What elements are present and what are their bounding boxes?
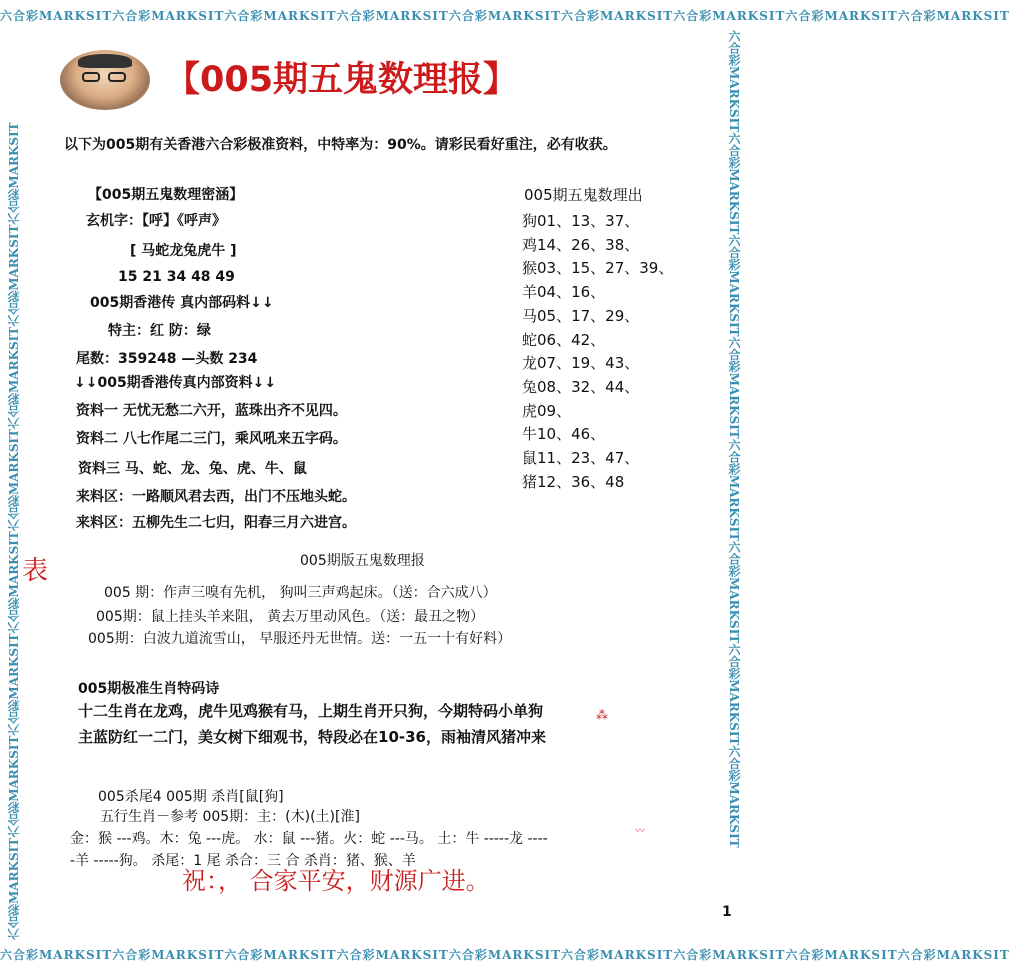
lailiao-2: 来料区：五柳先生二七归，阳春三月六进宫。 xyxy=(76,515,356,531)
intro-paragraph: 以下为005期有关香港六合彩极准资料，中特率为：90%。请彩民看好重注，必有收获。 xyxy=(64,137,617,153)
portrait-hair xyxy=(78,54,132,68)
version-line-1: 005 期：作声三嗅有先机， 狗叫三声鸡起床。（送：合六成八） xyxy=(104,585,497,601)
hk-fax-heading: 005期香港传 真内部码料↓↓ xyxy=(90,295,274,311)
zodiac-number-row: 蛇06、42、 xyxy=(522,330,606,349)
zodiac-number-row: 鸡14、26、38、 xyxy=(522,235,640,254)
decorative-border-left: 六合彩MARKSIT六合彩MARKSIT六合彩MARKSIT六合彩MARKSIT六合彩MARKSIT六合彩MARKSIT六合彩MARKSIT六合彩MARKSIT xyxy=(7,122,21,940)
weishu-line: 尾数：359248 —头数 234 xyxy=(76,351,258,367)
red-squiggle-mark: 〰 xyxy=(635,826,645,837)
version-line-2: 005期：鼠上挂头羊来阻， 黄去万里动风色。（送：最丑之物） xyxy=(96,609,485,625)
wuxing-line: 五行生肖－参考 005期：主：(木)(土)[淮] xyxy=(100,809,360,825)
zodiac-number-row: 狗01、13、37、 xyxy=(522,212,640,230)
ziliao-2: 资料二 八七作尾二三门，乘风吼来五字码。 xyxy=(76,431,347,447)
poem-line-1: 十二生肖在龙鸡，虎牛见鸡猴有马，上期生肖开只狗，今期特码小单狗 xyxy=(78,702,544,720)
hk-fax-heading-2: ↓↓005期香港传真内部资料↓↓ xyxy=(74,375,277,391)
decorative-border-top: 六合彩MARKSIT六合彩MARKSIT六合彩MARKSIT六合彩MARKSIT六合彩MARKSIT六合彩MARKSIT六合彩MARKSIT六合彩MARKSIT六合彩MARKSIT xyxy=(0,9,1010,23)
page-title: 【005期五鬼数理报】 xyxy=(165,60,519,100)
version-heading: 005期版五鬼数理报 xyxy=(300,553,425,569)
zodiac-number-row: 猪12、36、48 xyxy=(522,472,625,491)
portrait-photo xyxy=(60,50,150,110)
version-line-3: 005期：白波九道流雪山， 早服还丹无世情。送：一五一十有好料） xyxy=(88,631,512,647)
lailiao-1: 来料区：一路顺风君去西，出门不压地头蛇。 xyxy=(76,489,356,505)
kill-line: 005杀尾4 005期 杀肖[鼠[狗] xyxy=(98,789,284,805)
zodiac-number-row: 猴03、15、27、39、 xyxy=(522,259,674,278)
te-zhu-line: 特主：红 防：绿 xyxy=(108,323,211,339)
poem-line-2: 主蓝防红一二门，美女树下细观书，特段必在10-36，雨袖清风猪冲来 xyxy=(78,728,546,746)
number-list: 15 21 34 48 49 xyxy=(118,269,235,285)
side-red-char: 表 xyxy=(22,556,49,586)
xuanji-line: 玄机字：【呼】《呼声》 xyxy=(86,213,226,229)
zodiac-number-row: 马05、17、29、 xyxy=(522,306,640,325)
poem-heading: 005期极准生肖特码诗 xyxy=(78,681,220,697)
zodiac-number-row: 兔08、32、44、 xyxy=(522,377,640,396)
secret-heading: 【005期五鬼数理密涵】 xyxy=(88,187,244,203)
portrait-glasses xyxy=(82,72,128,82)
zodiac-list: [ 马蛇龙兔虎牛 ] xyxy=(130,243,237,259)
zodiac-number-row: 龙07、19、43、 xyxy=(522,354,640,373)
page-number: 1 xyxy=(722,904,732,920)
ziliao-1: 资料一 无忧无愁二六开，蓝珠出齐不见四。 xyxy=(76,403,347,419)
decorative-border-right: 六合彩MARKSIT六合彩MARKSIT六合彩MARKSIT六合彩MARKSIT六合彩MARKSIT六合彩MARKSIT六合彩MARKSIT六合彩MARKSIT xyxy=(727,30,741,848)
ziliao-3: 资料三 马、蛇、龙、兔、虎、牛、鼠 xyxy=(78,461,307,477)
element-pairs-line: 金：猴 ---鸡。木：兔 ---虎。 水：鼠 ---猪。火：蛇 ---马。 土：牛 -----龙 ---- xyxy=(70,831,548,847)
zodiac-number-row: 牛10、46、 xyxy=(522,425,606,444)
red-stamp-mark: ⁂ xyxy=(596,708,608,722)
kill-summary-line: -羊 -----狗。 杀尾：1 尾 杀合：三 合 杀肖：猪、猴、羊 xyxy=(70,853,416,869)
zodiac-number-row: 鼠11、23、47、 xyxy=(522,449,640,467)
zodiac-number-row: 羊04、16、 xyxy=(522,283,606,302)
numbers-heading: 005期五鬼数理出 xyxy=(524,186,643,204)
decorative-border-bottom: 六合彩MARKSIT六合彩MARKSIT六合彩MARKSIT六合彩MARKSIT六合彩MARKSIT六合彩MARKSIT六合彩MARKSIT六合彩MARKSIT六合彩MARKSIT xyxy=(0,948,1010,962)
zodiac-number-row: 虎09、 xyxy=(522,401,572,420)
blessing-line: 祝：， 合家平安，财源广进。 xyxy=(182,867,490,895)
